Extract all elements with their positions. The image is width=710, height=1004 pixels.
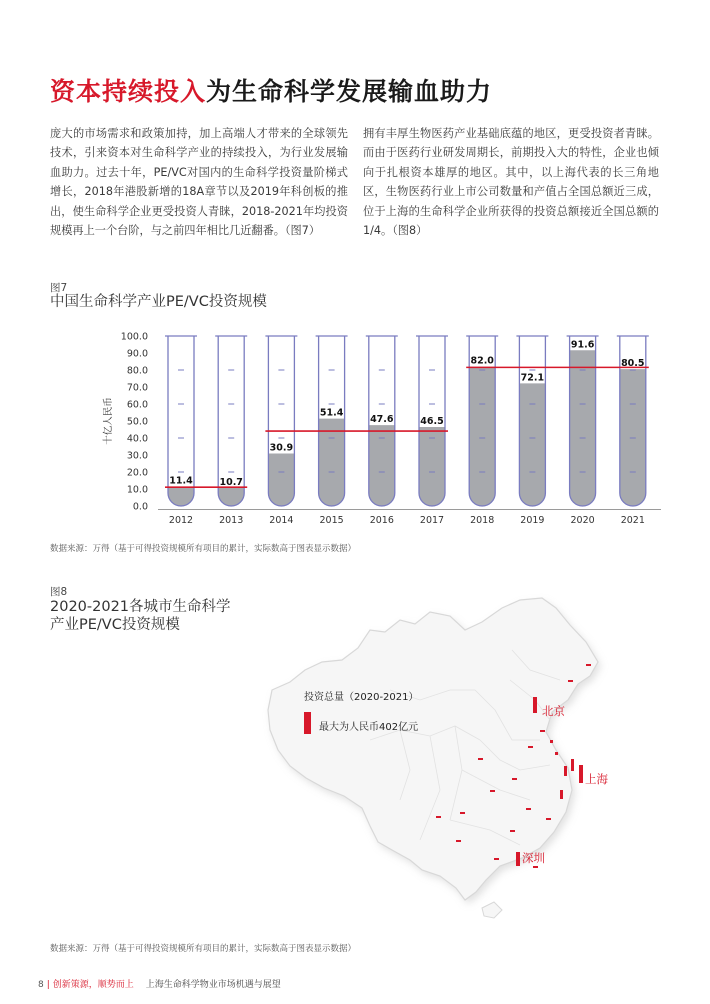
city-label-shanghai: 上海 <box>585 772 608 786</box>
city-mark <box>571 759 574 771</box>
y-tick-label: 40.0 <box>126 433 148 445</box>
data-label-2017: 46.5 <box>420 415 444 427</box>
city-mark <box>555 752 558 755</box>
city-mark <box>510 830 515 832</box>
page-number: 8 <box>38 980 44 990</box>
title-highlight: 资本持续投入 <box>50 77 207 106</box>
bar-2018 <box>469 367 495 506</box>
data-label-2015: 51.4 <box>319 407 344 419</box>
investment-bar-chart <box>96 326 666 526</box>
city-mark <box>490 790 495 792</box>
bar-2020 <box>570 350 596 506</box>
x-tick-label: 2020 <box>570 515 595 526</box>
bar-2019 <box>519 383 545 506</box>
city-label-beijing: 北京 <box>542 704 565 718</box>
y-tick-label: 90.0 <box>126 348 148 360</box>
x-tick-label: 2016 <box>369 515 394 526</box>
x-tick-label: 2017 <box>419 515 445 526</box>
y-axis-label: 十亿人民币 <box>103 397 114 445</box>
city-mark <box>460 812 465 814</box>
footer-separator: | <box>46 980 50 990</box>
bar-2013 <box>218 488 244 506</box>
y-tick-label: 20.0 <box>126 467 148 479</box>
legend-value: 最大为人民币402亿元 <box>319 722 419 733</box>
figure7-title: 中国生命科学产业PE/VC投资规模 <box>50 294 267 310</box>
city-mark <box>568 680 573 682</box>
y-tick-label: 10.0 <box>126 484 148 496</box>
data-label-2020: 91.6 <box>570 339 595 351</box>
city-label-shenzhen: 深圳 <box>522 851 545 865</box>
legend-bar <box>304 712 311 734</box>
x-tick-label: 2021 <box>620 515 645 526</box>
figure8-title-line2: 产业PE/VC投资规模 <box>50 617 180 633</box>
y-tick-label: 30.0 <box>126 450 148 462</box>
city-mark <box>533 866 538 868</box>
city-mark <box>436 816 441 818</box>
figure8-source: 数据来源：万得（基于可得投资规模所有项目的累计，实际数高于图表显示数据） <box>50 944 357 954</box>
city-mark <box>528 746 533 748</box>
x-tick-label: 2015 <box>319 515 344 526</box>
y-tick-label: 0.0 <box>132 501 148 513</box>
x-tick-label: 2013 <box>219 515 244 526</box>
data-label-2013: 10.7 <box>219 476 243 488</box>
data-label-2016: 47.6 <box>370 414 394 426</box>
city-mark <box>478 758 483 760</box>
data-label-2018: 82.0 <box>470 355 494 367</box>
bar-2017 <box>419 427 445 506</box>
figure7-source: 数据来源：万得（基于可得投资规模所有项目的累计，实际数高于图表显示数据） <box>50 544 357 554</box>
body-text-left: 庞大的市场需求和政策加持，加上高端人才带来的全球领先技术，引来资本对生命科学产业的持续投入，为行业发展输血助力。过去十年，PE/VC对国内的生命科学投资量阶梯式增长，2018年港股新增的18A章节以及2019年科创板的推出，使生命科学企业更受投资人青睐，2018-2021年均投资规模再上一个台阶，与之前四年相比几近翻番。（图7） <box>50 127 348 238</box>
city-mark <box>550 740 553 743</box>
x-tick-label: 2014 <box>269 515 294 526</box>
body-text-right: 拥有丰厚生物医药产业基础底蕴的地区，更受投资者青睐。而由于医药行业研发周期长，前期投入大的特性，企业也倾向于扎根资本雄厚的地区。其中，以上海代表的长三角地区，生物医药行业上市公司数量和产值占全国总额近三成，位于上海的生命科学企业所获得的投资总额接近全国总额的1/4。（图8） <box>363 127 659 238</box>
page-footer <box>38 977 281 990</box>
figure7-label: 图7 <box>50 282 68 294</box>
data-label-2021: 80.5 <box>621 358 645 370</box>
figure8-label: 图8 <box>50 586 68 598</box>
x-tick-label: 2018 <box>470 515 495 526</box>
y-tick-label: 70.0 <box>126 382 148 394</box>
x-tick-label: 2019 <box>520 515 545 526</box>
city-mark <box>526 808 531 810</box>
page-title <box>50 72 492 108</box>
bar-2014 <box>268 453 294 506</box>
title-rest: 为生命科学发展输血助力 <box>206 77 493 106</box>
y-tick-label: 60.0 <box>126 399 148 411</box>
data-label-2019: 72.1 <box>520 372 545 384</box>
legend-title: 投资总量（2020-2021） <box>304 692 419 703</box>
footer-slogan: 创新策源，顺势而上 <box>52 980 134 990</box>
y-tick-label: 80.0 <box>126 365 148 377</box>
city-mark <box>494 858 499 860</box>
y-tick-label: 100.0 <box>120 331 148 343</box>
city-mark <box>586 664 591 666</box>
china-map <box>250 590 620 920</box>
footer-doc-title: 上海生命科学物业市场机遇与展望 <box>145 980 281 990</box>
city-mark <box>512 778 517 780</box>
city-mark <box>564 766 567 776</box>
data-label-2014: 30.9 <box>269 442 294 454</box>
y-tick-label: 50.0 <box>126 416 148 428</box>
beijing-bar <box>533 697 537 713</box>
figure8-title-line1: 2020-2021各城市生命科学 <box>50 599 231 615</box>
city-mark <box>546 818 551 820</box>
map-shape <box>268 598 601 918</box>
city-mark <box>540 730 545 732</box>
city-mark <box>456 840 461 842</box>
data-label-2012: 11.4 <box>169 475 193 487</box>
shenzhen-bar <box>516 852 520 866</box>
shanghai-bar <box>579 765 583 783</box>
bar-2016 <box>369 425 395 506</box>
city-mark <box>560 790 563 799</box>
x-tick-label: 2012 <box>168 515 194 526</box>
